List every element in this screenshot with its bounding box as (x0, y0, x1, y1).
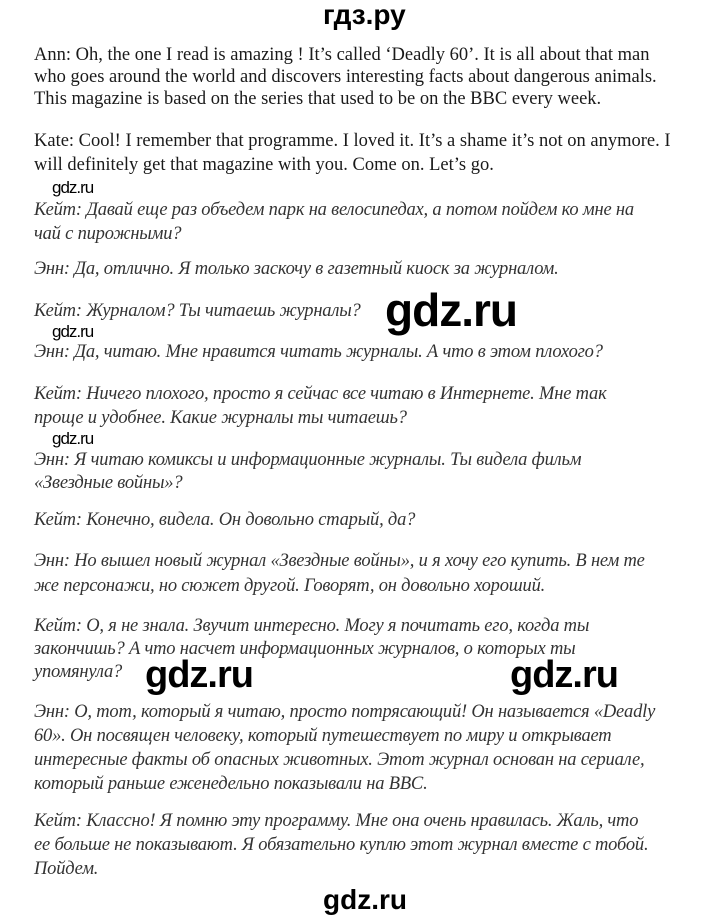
site-title: гдз.ру (323, 0, 406, 30)
watermark: gdz.ru (52, 178, 94, 197)
text-line: Пойдем. (34, 859, 99, 879)
text-line: интересные факты об опасных животных. Этот журнал основан на сериале, (34, 750, 645, 770)
text-line: Кейт: Конечно, видела. Он довольно старый, да? (34, 510, 416, 530)
text-line: проще и удобнее. Какие журналы ты читаешь? (34, 408, 407, 428)
watermark: gdz.ru (323, 884, 407, 915)
text-line: Kate: Cool! I remember that programme. I loved it. It’s a shame it’s not on anymore. I (34, 131, 671, 151)
text-line: will definitely get that magazine with you. Come on. Let’s go. (34, 155, 494, 175)
text-line: ее больше не показывают. Я обязательно куплю этот журнал вместе с тобой. (34, 835, 649, 855)
text-line: который раньше еженедельно показывали на BBC. (34, 774, 428, 794)
text-line: упомянула? (34, 662, 123, 682)
text-line: who goes around the world and discovers interesting facts about dangerous animals. (34, 67, 657, 87)
text-line: Энн: О, тот, который я читаю, просто потрясающий! Он называется «Deadly (34, 702, 656, 722)
text-line: This magazine is based on the series that used to be on the BBC every week. (34, 89, 602, 109)
text-line: закончишь? А что насчет информационных журналов, о которых ты (34, 639, 576, 659)
text-line: Энн: Я читаю комиксы и информационные журналы. Ты видела фильм (34, 450, 582, 470)
text-line: Энн: Да, читаю. Мне нравится читать журналы. А что в этом плохого? (34, 342, 603, 362)
text-line: «Звездные войны»? (34, 473, 183, 493)
text-line: 60». Он посвящен человеку, который путешествует по миру и открывает (34, 726, 612, 746)
watermark: gdz.ru (510, 654, 618, 696)
text-line: Энн: Но вышел новый журнал «Звездные войны», и я хочу его купить. В нем те (34, 551, 645, 571)
text-line: Кейт: Ничего плохого, просто я сейчас все читаю в Интернете. Мне так (34, 384, 607, 404)
text-line: Кейт: Давай еще раз объедем парк на велосипедах, а потом пойдем ко мне на (34, 200, 634, 220)
watermark: gdz.ru (52, 429, 94, 448)
text-line: чай с пирожными? (34, 224, 182, 244)
text-line: Энн: Да, отлично. Я только заскочу в газетный киоск за журналом. (34, 259, 559, 279)
watermark: gdz.ru (145, 654, 253, 696)
text-line: же персонажи, но сюжет другой. Говорят, он довольно хороший. (34, 576, 546, 596)
text-line: Ann: Oh, the one I read is amazing ! It’s called ‘Deadly 60’. It is all about that man (34, 45, 650, 65)
watermark: gdz.ru (385, 284, 517, 336)
text-line: Кейт: Журналом? Ты читаешь журналы? (34, 301, 361, 321)
watermark: gdz.ru (52, 322, 94, 341)
text-line: Кейт: О, я не знала. Звучит интересно. Могу я почитать его, когда ты (34, 616, 590, 636)
text-line: Кейт: Классно! Я помню эту программу. Мне она очень нравилась. Жаль, что (34, 811, 639, 831)
